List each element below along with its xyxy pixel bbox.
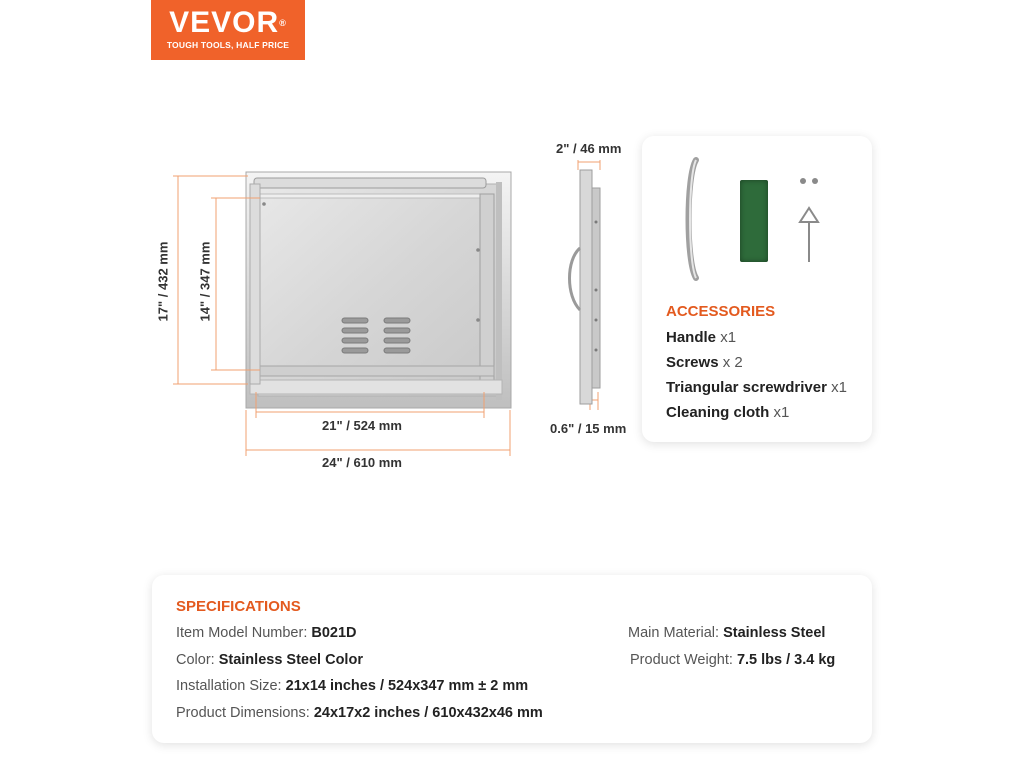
screws-icon — [798, 178, 822, 186]
accessory-item: Screws x 2 — [666, 354, 743, 371]
specifications-title: SPECIFICATIONS — [176, 598, 301, 615]
spec-row-weight: Product Weight: 7.5 lbs / 3.4 kg — [630, 652, 836, 668]
handle-icon — [684, 156, 708, 282]
accessory-item: Triangular screwdriver x1 — [666, 379, 847, 396]
logo-tagline: TOUGH TOOLS, HALF PRICE — [166, 40, 290, 50]
accessory-item: Handle x1 — [666, 329, 737, 346]
inner-width-label: 21" / 524 mm — [322, 418, 402, 433]
outer-height-label: 17" / 432 mm — [155, 241, 171, 322]
accessories-card — [642, 136, 872, 442]
thickness-label: 0.6" / 15 mm — [550, 421, 627, 436]
brand-logo — [151, 0, 305, 60]
logo-brand: VEVOR® — [169, 6, 287, 39]
door-side-illustration — [560, 160, 610, 420]
screwdriver-icon — [796, 206, 822, 264]
accessories-title: ACCESSORIES — [666, 303, 776, 320]
spec-row-installation-size: Installation Size: 21x14 inches / 524x347 mm ± 2 mm — [176, 678, 529, 694]
accessory-item: Cleaning cloth x1 — [666, 404, 790, 421]
spec-row-model: Item Model Number: B021D — [176, 625, 357, 641]
spec-row-product-dimensions: Product Dimensions: 24x17x2 inches / 610x432x46 mm — [176, 705, 543, 721]
spec-row-color: Color: Stainless Steel Color — [176, 652, 363, 668]
outer-width-label: 24" / 610 mm — [322, 455, 402, 470]
spec-row-material: Main Material: Stainless Steel — [628, 625, 826, 641]
specifications-card — [152, 575, 872, 743]
cleaning-cloth-icon — [740, 180, 768, 262]
depth-label: 2" / 46 mm — [556, 141, 622, 156]
inner-height-label: 14" / 347 mm — [197, 241, 213, 322]
